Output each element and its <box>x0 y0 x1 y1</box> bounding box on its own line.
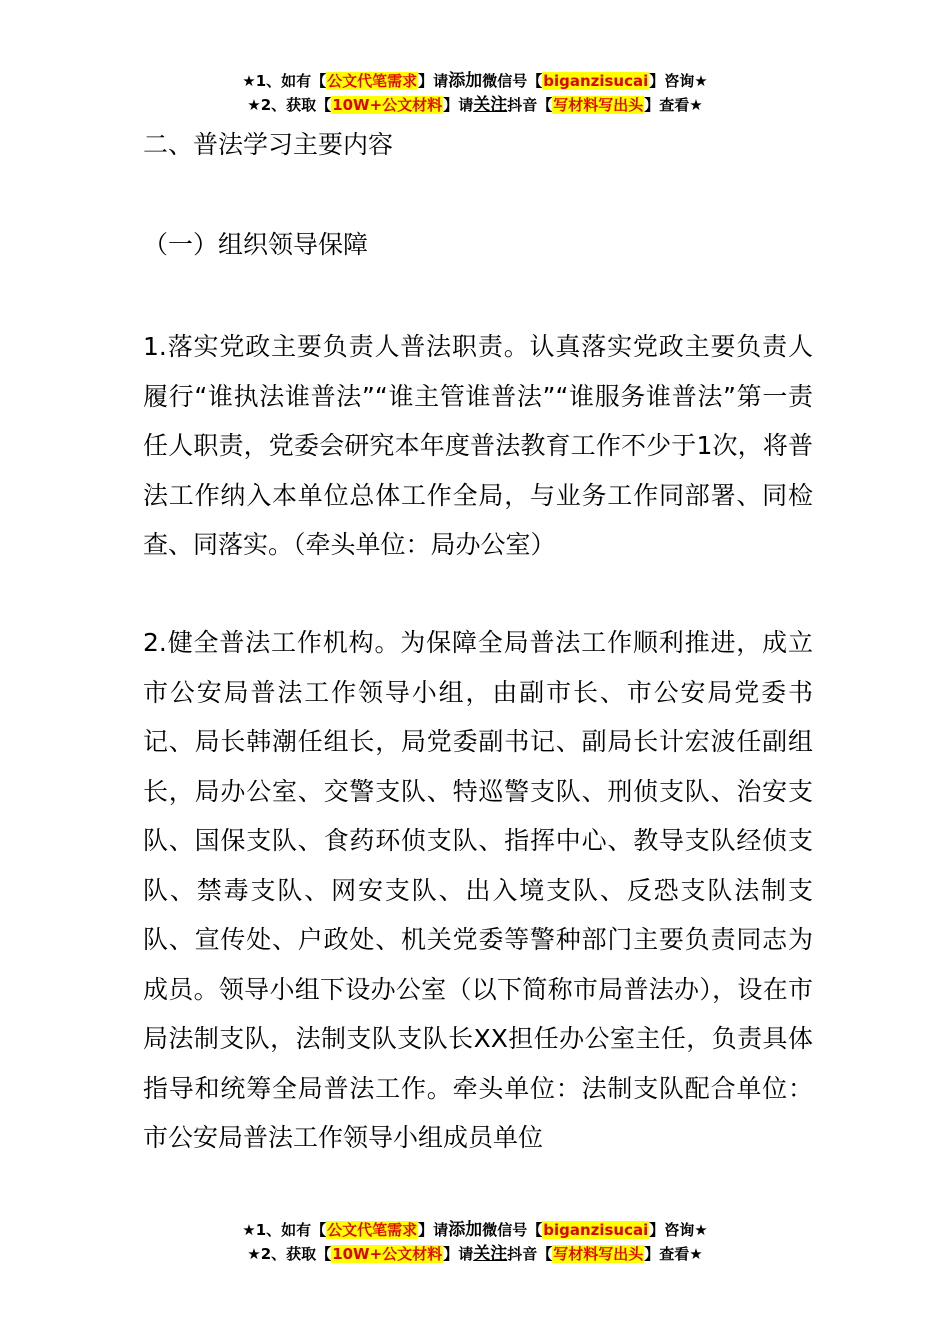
banner-text: 】查看★ <box>644 1245 703 1263</box>
banner-emphasis: 关注 <box>473 95 508 115</box>
banner-text: 微信号【 <box>482 72 543 90</box>
banner-line-1 <box>0 69 950 93</box>
banner-text: 抖音【 <box>507 96 553 114</box>
banner-emphasis: 添加 <box>448 71 483 91</box>
section-heading: 二、普法学习主要内容 <box>143 130 394 159</box>
banner-text: 抖音【 <box>507 1245 553 1263</box>
banner-text: ★1、如有【 <box>242 1221 327 1239</box>
banner-line-2 <box>0 1242 950 1266</box>
banner-text: 】查看★ <box>644 96 703 114</box>
banner-emphasis: 添加 <box>448 1220 483 1240</box>
banner-text: 微信号【 <box>482 1221 543 1239</box>
banner-line-2 <box>0 93 950 117</box>
banner-highlight: 写材料写出头 <box>553 96 644 114</box>
paragraph-1: 1.落实党政主要负责人普法职责。认真落实党政主要负责人履行“谁执法谁普法”“谁主管谁普法”“谁服务谁普法”第一责任人职责，党委会研究本年度普法教育工作不少于1次，将普法工作纳入本单位总体工作全局，与业务工作同部署、同检查、同落实。（牵头单位：局办公室） <box>143 332 813 559</box>
banner-highlight: biganzisucai <box>543 72 649 90</box>
banner-text: 】请 <box>443 96 474 114</box>
banner-highlight: 10W+公文材料 <box>332 1245 443 1263</box>
banner-text: 】咨询★ <box>649 1221 708 1239</box>
subsection-heading: （一）组织领导保障 <box>143 230 369 259</box>
banner-text: 】请 <box>418 72 449 90</box>
banner-highlight: biganzisucai <box>543 1221 649 1239</box>
banner-text: ★2、获取【 <box>247 96 332 114</box>
footer-banner <box>0 1218 950 1266</box>
banner-text: ★1、如有【 <box>242 72 327 90</box>
banner-text: 】请 <box>418 1221 449 1239</box>
banner-highlight: 写材料写出头 <box>553 1245 644 1263</box>
banner-highlight: 公文代笔需求 <box>327 72 418 90</box>
header-banner <box>0 69 950 117</box>
banner-text: 】咨询★ <box>649 72 708 90</box>
banner-emphasis: 关注 <box>473 1244 508 1264</box>
banner-highlight: 公文代笔需求 <box>327 1221 418 1239</box>
banner-highlight: 10W+公文材料 <box>332 96 443 114</box>
banner-text: 】请 <box>443 1245 474 1263</box>
paragraph-2: 2.健全普法工作机构。为保障全局普法工作顺利推进，成立市公安局普法工作领导小组，由副市长、市公安局党委书记、局长韩潮任组长，局党委副书记、副局长计宏波任副组长，局办公室、交警支队、特巡警支队、刑侦支队、治安支队、国保支队、食药环侦支队、指挥中心、教导支队经侦支队、禁毒支队、网安支队、出入境支队、反恐支队法制支队、宣传处、户政处、机关党委等警种部门主要负责同志为成员。领导小组下设办公室（以下简称市局普法办），设在市局法制支队，法制支队支队长XX担任办公室主任，负责具体指导和统筹全局普法工作。牵头单位：法制支队配合单位：市公安局普法工作领导小组成员单位 <box>143 628 813 1152</box>
banner-line-1 <box>0 1218 950 1242</box>
banner-text: ★2、获取【 <box>247 1245 332 1263</box>
